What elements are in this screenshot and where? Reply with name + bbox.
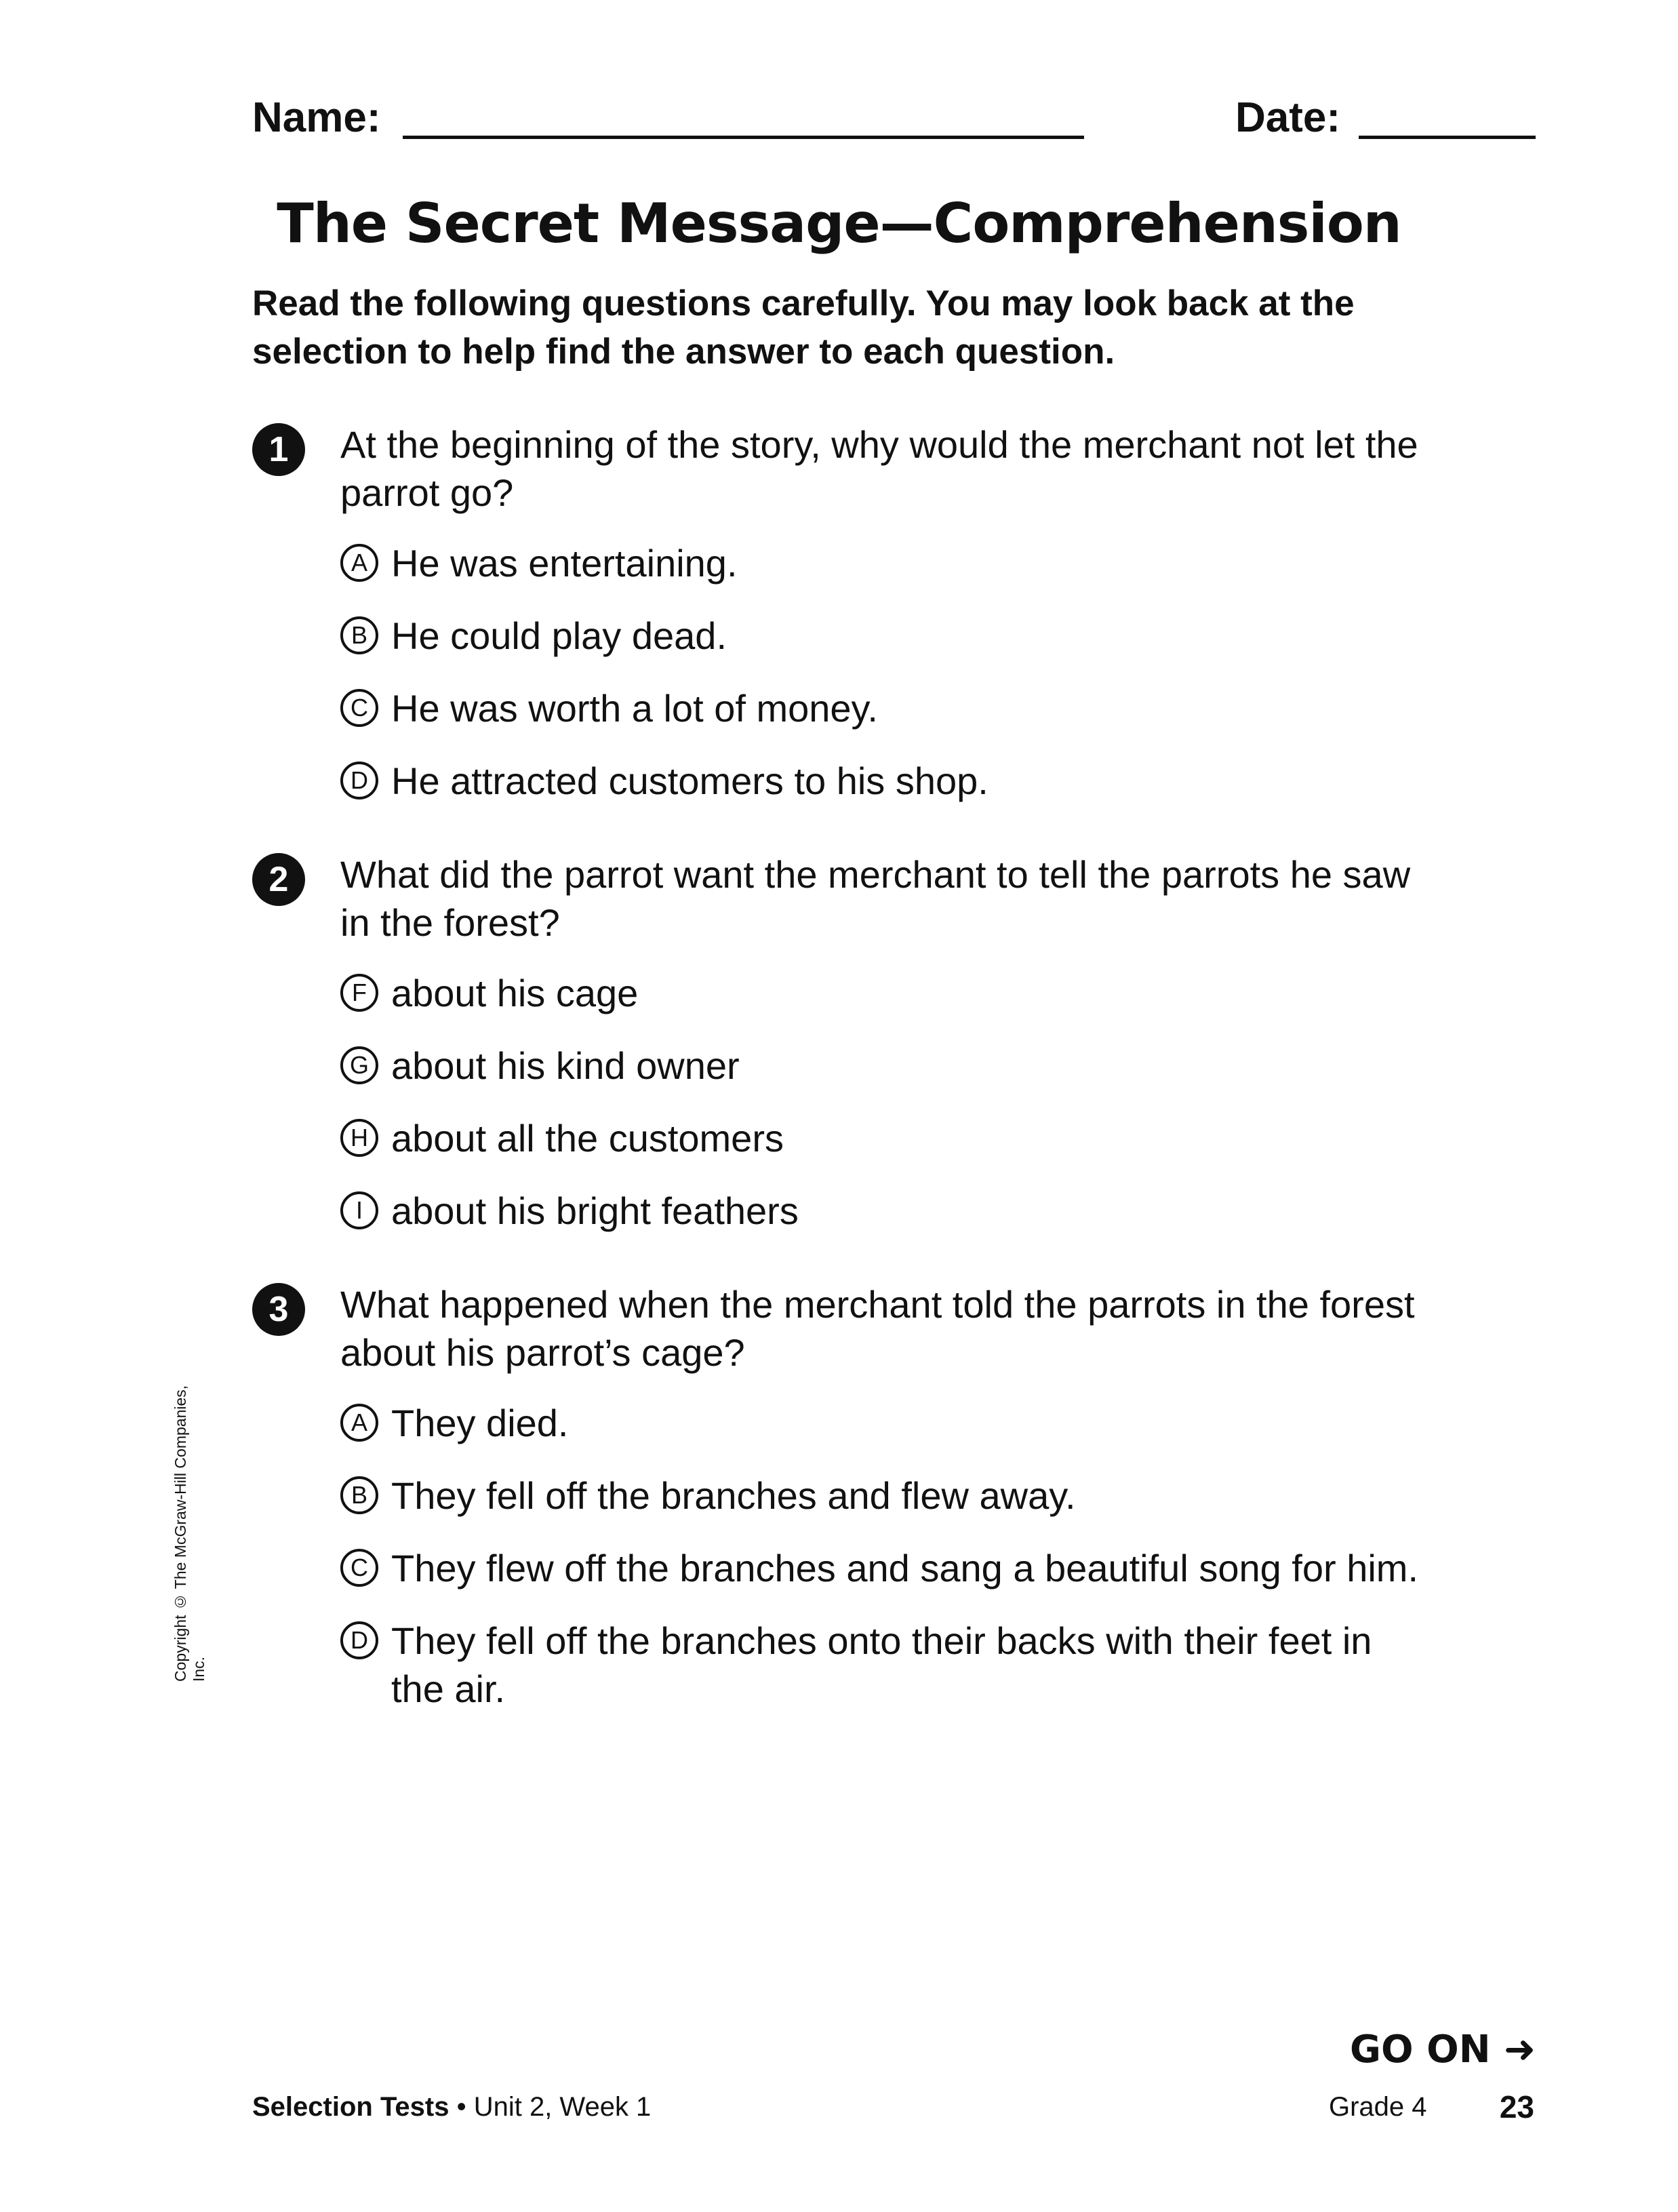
answer-options [340, 969, 1425, 1259]
answer-text: about his kind owner [391, 1044, 740, 1087]
answer-bubble[interactable]: G [340, 1046, 378, 1084]
answer-text: They flew off the branches and sang a beautiful song for him. [391, 1547, 1419, 1589]
answer-option[interactable] [340, 539, 1425, 587]
answer-option[interactable] [340, 684, 1425, 732]
answer-option[interactable] [340, 1399, 1425, 1447]
footer-series-title: Selection Tests [252, 2092, 450, 2122]
question-number-badge: 3 [252, 1283, 305, 1336]
answer-text: He was entertaining. [391, 542, 738, 585]
answer-text: about his cage [391, 972, 639, 1014]
answer-bubble[interactable]: I [340, 1191, 378, 1229]
answer-text: about all the customers [391, 1117, 784, 1160]
answer-options [340, 1399, 1425, 1737]
question-number-badge: 1 [252, 423, 305, 476]
answer-text: about his bright feathers [391, 1189, 799, 1232]
go-on-indicator: GO ON ➜ [1350, 2028, 1536, 2072]
name-field[interactable] [403, 136, 1084, 139]
answer-bubble[interactable]: C [340, 689, 378, 727]
footer-series [252, 2092, 651, 2122]
answer-option[interactable] [340, 969, 1425, 1017]
answer-option[interactable] [340, 1544, 1425, 1592]
answer-options [340, 539, 1425, 829]
answer-option[interactable] [340, 1187, 1425, 1235]
answer-text: He was worth a lot of money. [391, 687, 878, 730]
header [252, 87, 1536, 141]
answer-bubble[interactable]: C [340, 1549, 378, 1587]
answer-bubble[interactable]: D [340, 1621, 378, 1659]
question-text: What happened when the merchant told the parrots in the forest about his parrot’s cage? [340, 1283, 1415, 1374]
answer-option[interactable] [340, 757, 1425, 805]
question-text: At the beginning of the story, why would the merchant not let the parrot go? [340, 423, 1418, 514]
answer-bubble[interactable]: A [340, 1404, 378, 1442]
answer-bubble[interactable]: D [340, 762, 378, 799]
answer-option[interactable] [340, 1617, 1425, 1713]
name-label: Name: [252, 94, 381, 141]
answer-text: They fell off the branches and flew away. [391, 1474, 1076, 1517]
page-title: The Secret Message—Comprehension [277, 192, 1401, 255]
question-text: What did the parrot want the merchant to tell the parrots he saw in the forest? [340, 853, 1411, 944]
answer-text: They fell off the branches onto their backs with their feet in the air. [391, 1619, 1372, 1710]
answer-text: They died. [391, 1402, 569, 1444]
question-number-badge: 2 [252, 853, 305, 906]
answer-bubble[interactable]: A [340, 544, 378, 582]
answer-bubble[interactable]: B [340, 616, 378, 654]
answer-option[interactable] [340, 612, 1425, 660]
answer-option[interactable] [340, 1114, 1425, 1162]
answer-option[interactable] [340, 1472, 1425, 1520]
footer-unit: • Unit 2, Week 1 [449, 2092, 652, 2122]
answer-text: He could play dead. [391, 614, 727, 657]
answer-option[interactable] [340, 1042, 1425, 1090]
page-number: 23 [1499, 2089, 1534, 2125]
instructions: Read the following questions carefully. You may look back at the selection to help find the answer to each question. [252, 283, 1355, 372]
date-field[interactable] [1359, 136, 1536, 139]
footer-grade: Grade 4 [1329, 2092, 1427, 2122]
answer-text: He attracted customers to his shop. [391, 759, 988, 802]
answer-bubble[interactable]: F [340, 974, 378, 1012]
answer-bubble[interactable]: H [340, 1119, 378, 1157]
copyright-notice: Copyright © The McGraw-Hill Companies, Inc. [172, 1385, 207, 1682]
answer-bubble[interactable]: B [340, 1476, 378, 1514]
date-label: Date: [1235, 94, 1341, 141]
